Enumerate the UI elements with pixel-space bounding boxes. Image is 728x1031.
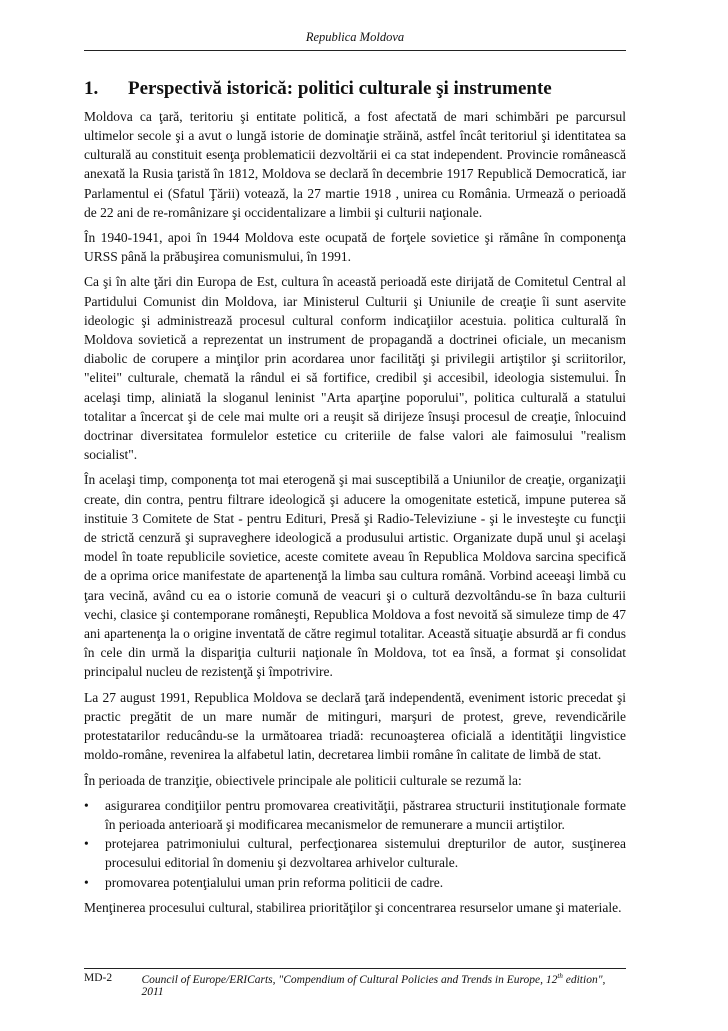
header-title: Republica Moldova <box>305 30 405 44</box>
citation-text: Council of Europe/ERICarts, "Compendium of Cultural Policies and Trends in Europe, 12 <box>141 973 558 986</box>
page-header <box>84 30 626 51</box>
page-footer <box>84 968 626 998</box>
citation-superscript: th <box>557 972 563 980</box>
section-number: 1. <box>84 78 99 99</box>
list-item-text: promovarea potenţialului uman prin reforma politicii de cadre. <box>105 874 444 890</box>
objectives-list <box>84 796 626 892</box>
paragraph: Moldova ca ţară, teritoriu şi entitate politică, a fost afectată de mari schimbări pe parcursul ultimelor secole şi a avut o lungă istorie de dominaţie străină, astfel încât teritoriul şi identitatea sa culturală au constituit esenţa problematicii dezvoltării ei ca stat independent. Provincie românească anexată la Rusia ţaristă în 1812, Moldova se declară în decembrie 1917 Republică Democratică, iar Parlamentul ei (Sfatul Ţării) votează, la 27 martie 1918 , unirea cu România. Urmează o perioadă de 22 ani de re-românizare şi occidentalizare a limbii şi culturii naţionale. <box>84 108 626 220</box>
bullet-icon: • <box>84 836 89 852</box>
bullet-icon: • <box>84 797 89 813</box>
paragraph: În 1940-1941, apoi în 1944 Moldova este ocupată de forţele sovietice şi rămâne în componenţa URSS până la prăbuşirea comunismului, în 1991. <box>84 230 626 265</box>
footer-citation <box>141 972 626 998</box>
page-number: MD-2 <box>84 972 113 984</box>
list-item-text: asigurarea condiţiilor pentru promovarea creativităţii, păstrarea structurii instituţionale formate în perioada anterioară şi modificarea mecanismelor de remunerare a muncii artiştilor. <box>105 797 626 832</box>
paragraph: Ca şi în alte ţări din Europa de Est, cultura în această perioadă este dirijată de Comitetul Central al Partidului Comunist din Moldova, iar Ministerul Culturii şi Uniunile de creaţie îi sunt aservite ideologic şi administrează procesul cultural conform indicaţiilor acestuia. politica culturală în Moldova sovietică a reprezentat un instrument de propagandă a doctrinei oficiale, un mecanism diabolic de corupere a minţilor prin acordarea unor facilităţi şi privilegii artiştilor şi scriitorilor, "elitei" culturale, chemată la rândul ei să fortifice, credibil şi accesibil, ideologia sistemului. În acelaşi timp, aliniată la sloganul leninist "Arta aparţine poporului", politica culturală a statului totalitar a încercat şi de cele mai multe ori a reuşit să dirijeze însuşi procesul de creaţie, înlocuind doctrinar diversitatea formulelor estetice cu criteriile de false valori ale faimosului "realism socialist". <box>84 274 626 463</box>
section-title: Perspectivă istorică: politici culturale şi instrumente <box>128 78 552 99</box>
list-item <box>84 873 626 892</box>
closing-paragraph: Menţinerea procesului cultural, stabilirea priorităţilor şi concentrarea resurselor umane şi materiale. <box>84 899 622 915</box>
paragraph: În perioada de tranziţie, obiectivele principale ale politicii culturale se rezumă la: <box>84 772 522 788</box>
list-item <box>84 796 626 834</box>
list-item-text: protejarea patrimoniului cultural, perfecţionarea sistemului drepturilor de autor, susţinerea procesului editorial în domeniu şi dezvoltarea arhivelor culturale. <box>105 836 626 871</box>
list-item <box>84 834 626 872</box>
section-heading <box>84 78 626 101</box>
citation-text-end: edition", 2011 <box>141 973 606 998</box>
bullet-icon: • <box>84 874 89 890</box>
paragraph: La 27 august 1991, Republica Moldova se declară ţară independentă, eveniment istoric precedat şi practic pregătit de un mare număr de mitinguri, marşuri de protest, greve, revendicările protestatarilor reducându-se la următoarea triadă: recunoaşterea oficială a identităţii lingvistice moldo-române, revenirea la alfabetul latin, decretarea limbii române în calitate de limbă de stat. <box>84 689 626 763</box>
paragraph: În acelaşi timp, componenţa tot mai eterogenă şi mai susceptibilă a Uniunilor de creaţie, organizaţii create, din contra, pentru filtrare ideologică şi aducere la omogenitate estetică, impune puterea să instituie 3 Comitete de Stat - pentru Edituri, Presă şi Radio-Televiziune - şi le investeşte cu funcţii de strictă cenzură şi supraveghere ideologică a produsului artistic. Organizate după unul şi acelaşi model în toate republicile sovietice, aceste comitete aveau în Republica Moldova sarcina specifică de a oprima orice manifestate de apartenenţă la limba sau cultura română. Vorbind aceeaşi limbă cu ţara vecină, având cu ea o istorie comună de veacuri şi o cultură dezvoltându-se în baza culturii vechi, clasice şi contemporane româneşti, Republica Moldova a fost nevoită să simuleze timp de 47 ani apartenenţa la o origine inventată de către regimul totalitar. Această situaţie absurdă ar fi condus în cele din urmă la dispariţia culturii naţionale în Moldova, tot ea însă, a format şi consolidat principalul nucleu de rezistenţă şi împotrivire. <box>84 472 626 680</box>
page-content <box>84 78 626 923</box>
